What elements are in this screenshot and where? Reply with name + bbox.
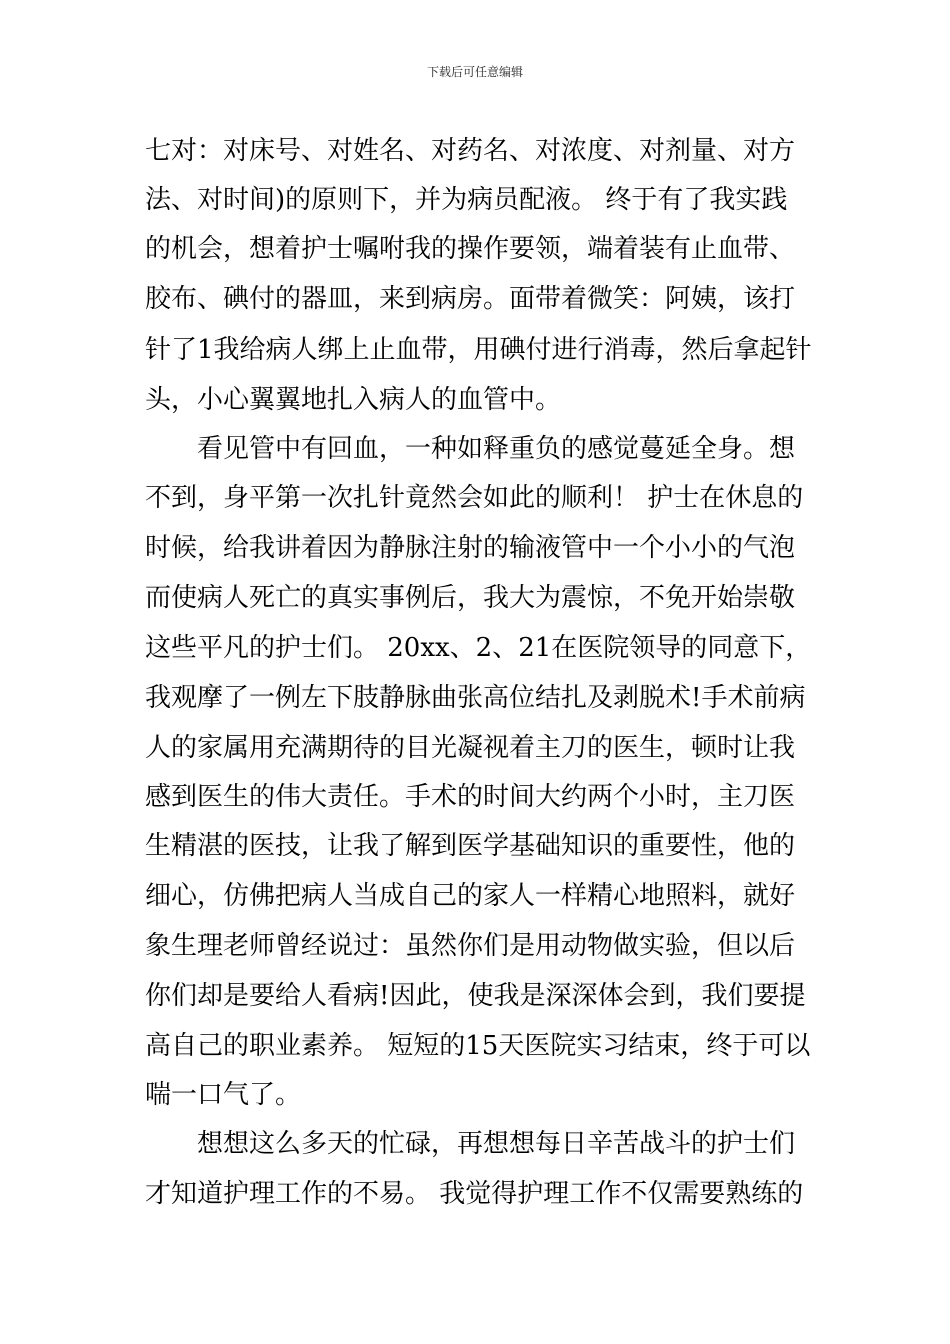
text-line: 看见管中有回血，一种如释重负的感觉蔓延全身。想: [197, 434, 796, 464]
text-line: 法、对时间)的原则下，并为病员配液。 终于有了我实践: [145, 185, 788, 215]
text-line: 而使病人死亡的真实事例后，我大为震惊，不免开始崇敬: [145, 583, 796, 613]
text-line: 头，小心翼翼地扎入病人的血管中。: [145, 385, 562, 415]
text-line: 我观摩了一例左下肢静脉曲张高位结扎及剥脱术!手术前病: [145, 683, 806, 713]
text-line: 感到医生的伟大责任。手术的时间大约两个小时，主刀医: [145, 782, 796, 812]
text-line: 细心，仿佛把病人当成自己的家人一样精心地照料，就好: [145, 881, 796, 911]
text-line: 你们却是要给人看病!因此，使我是深深体会到，我们要提: [145, 981, 806, 1011]
text-line: 象生理老师曾经说过：虽然你们是用动物做实验，但以后: [145, 931, 796, 961]
text-line: 想想这么多天的忙碌，再想想每日辛苦战斗的护士们: [197, 1129, 796, 1159]
text-line: 胶布、碘付的器皿，来到病房。面带着微笑：阿姨，该打: [145, 284, 796, 314]
text-line: 人的家属用充满期待的目光凝视着主刀的医生，顿时让我: [145, 733, 796, 763]
text-line: 喘一口气了。: [145, 1080, 302, 1110]
text-line: 七对：对床号、对姓名、对药名、对浓度、对剂量、对方: [145, 136, 796, 166]
text-line: 高自己的职业素养。 短短的15天医院实习结束，终于可以: [145, 1031, 811, 1061]
text-line: 才知道护理工作的不易。 我觉得护理工作不仅需要熟练的: [145, 1179, 804, 1209]
text-line: 时候，给我讲着因为静脉注射的输液管中一个小小的气泡: [145, 533, 796, 563]
text-line: 生精湛的医技，让我了解到医学基础知识的重要性，他的: [145, 831, 796, 861]
text-line: 这些平凡的护士们。 20xx、2、21在医院领导的同意下，: [145, 633, 812, 663]
page-header: 下载后可任意编辑: [426, 65, 523, 79]
text-line: 的机会，想着护士嘱咐我的操作要领，端着装有止血带、: [145, 234, 796, 264]
text-line: 不到，身平第一次扎针竟然会如此的顺利！ 护士在休息的: [145, 483, 804, 513]
text-line: 针了1我给病人绑上止血带，用碘付进行消毒，然后拿起针: [145, 335, 812, 365]
